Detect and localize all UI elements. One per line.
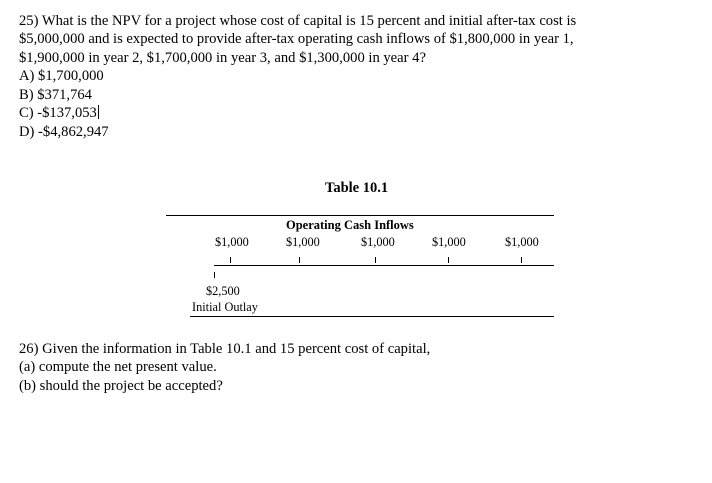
question-26 [19,340,619,395]
question-25 [19,12,679,142]
cash-flow-value: $1,000 [361,235,395,249]
cash-flow-value: $1,000 [432,235,466,249]
table-title: Table 10.1 [325,180,389,196]
question-26-line: (b) should the project be accepted? [19,377,223,394]
question-25-stem-line: $1,900,000 in year 2, $1,700,000 in year 3, and $1,300,000 in year 4? [19,49,426,66]
table-bottom-rule [190,316,554,317]
timeline-tick [521,257,522,263]
timeline-tick [230,257,231,263]
timeline-tick [448,257,449,263]
timeline-line [214,265,554,266]
option-b: B) $371,764 [19,86,92,103]
cash-flow-value: $1,000 [505,235,539,249]
text-cursor [98,105,99,119]
cash-flow-value: $1,000 [215,235,249,249]
option-d: D) -$4,862,947 [19,124,109,140]
question-26-line: 26) Given the information in Table 10.1 and 15 percent cost of capital, [19,341,431,357]
timeline-tick [375,257,376,263]
option-c [19,104,679,123]
initial-outlay-amount: $2,500 [206,284,240,298]
operating-cash-inflows-label: Operating Cash Inflows [286,218,414,232]
initial-outlay-label: Initial Outlay [192,300,258,314]
cash-flow-value: $1,000 [286,235,320,249]
outlay-tick [214,272,215,278]
question-25-stem-line: $5,000,000 and is expected to provide after-tax operating cash inflows of $1,800,000 in year 1, [19,31,574,48]
question-25-stem-line: 25) What is the NPV for a project whose cost of capital is 15 percent and initial after-tax cost is [19,13,577,29]
option-c-text: C) -$137,053 [19,105,97,122]
timeline-tick [299,257,300,263]
question-26-line: (a) compute the net present value. [19,359,217,376]
option-a: A) $1,700,000 [19,68,104,85]
table-top-rule [166,215,554,216]
